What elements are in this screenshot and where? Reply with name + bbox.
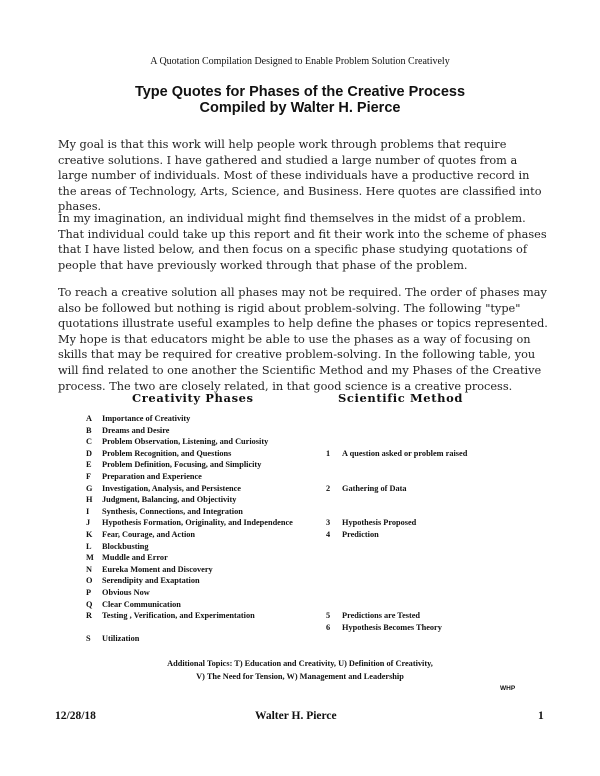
step-number: 6 — [326, 622, 331, 632]
phase-label: Preparation and Experience — [102, 471, 202, 481]
creativity-phase-list — [86, 414, 293, 646]
phase-row — [86, 518, 293, 530]
step-number: 2 — [326, 483, 331, 493]
additional-topics-line-2: V) The Need for Tension, W) Management and Leadership — [196, 672, 404, 681]
phase-row — [86, 426, 286, 438]
phase-letter: O — [86, 576, 93, 586]
phase-label: Importance of Creativity — [102, 414, 191, 423]
footer-date: 12/28/18 — [55, 710, 96, 722]
document-title: Type Quotes for Phases of the Creative Process — [134, 84, 466, 100]
phase-letter: C — [86, 437, 92, 447]
intro-paragraph-2: In my imagination, an individual might find themselves in the midst of a problem. That individual could take up this report and fit their work into the scheme of phases that I have listed below, and then focus on a specific phase studying quotations of people that have previously worked through that phase of the problem. — [58, 212, 547, 272]
phase-row — [86, 542, 286, 554]
phase-row — [86, 437, 286, 449]
step-label: Gathering of Data — [342, 483, 407, 493]
phase-label: Synthesis, Connections, and Integration — [102, 506, 243, 516]
phase-row — [86, 484, 286, 496]
phase-letter: Q — [86, 599, 93, 609]
phase-label: Serendipity and Exaptation — [102, 576, 200, 586]
phase-label: Problem Recognition, and Questions — [102, 448, 232, 458]
step-number: 3 — [326, 518, 331, 528]
scientific-method-heading: Scientific Method — [338, 391, 463, 405]
step-label: Predictions are Tested — [342, 611, 421, 621]
phase-row — [86, 600, 286, 612]
phase-letter: L — [86, 541, 92, 551]
phase-label: Utilization — [102, 634, 140, 644]
phase-label: Problem Definition, Focusing, and Simplicity — [102, 460, 262, 470]
phase-label: Dreams and Desire — [102, 425, 170, 435]
step-number: 4 — [326, 530, 331, 539]
phase-row — [86, 588, 286, 600]
phase-row — [86, 553, 286, 565]
phase-row — [86, 460, 286, 472]
additional-topics-line-1: Additional Topics: T) Education and Creativity, U) Definition of Creativity, — [167, 659, 433, 668]
phase-letter: R — [86, 611, 92, 621]
phase-row — [86, 565, 286, 577]
phase-row — [86, 634, 286, 646]
phase-label: Muddle and Error — [102, 553, 168, 563]
step-number: 5 — [326, 611, 331, 621]
step-label: A question asked or problem raised — [342, 448, 468, 458]
phase-letter: I — [86, 506, 90, 516]
footer-author: Walter H. Pierce — [255, 710, 337, 722]
phase-row — [86, 623, 286, 635]
phase-row — [86, 449, 286, 461]
phase-row — [86, 576, 286, 588]
phase-letter: G — [86, 483, 93, 493]
author-initials: WHP — [500, 685, 516, 692]
phase-label: Hypothesis Formation, Originality, and Independence — [102, 518, 293, 528]
phase-letter: D — [86, 448, 92, 458]
phase-letter: M — [86, 553, 94, 563]
phase-letter: J — [86, 518, 91, 528]
intro-paragraph-3: To reach a creative solution all phases may not be required. The order of phases may also be followed but nothing is rigid about problem-solving. The following "type" quotations illustrate useful examples to help define the phases or topics represented. My hope is that educators might be able to use the phases as a way of focusing on skills that may be required for creative problem-solving. In the following table, you will find related to one another the Scientific Method and my Phases of the Creative process. The two are closely related, in that good science is a creative process. — [58, 286, 548, 393]
phase-letter: P — [86, 587, 92, 597]
phase-label: Clear Communication — [102, 599, 181, 609]
phase-label: Problem Observation, Listening, and Curiosity — [102, 437, 269, 447]
document-author-line: Compiled by Walter H. Pierce — [199, 100, 401, 116]
creativity-phases-heading: Creativity Phases — [132, 391, 254, 405]
phase-row — [86, 495, 286, 507]
phase-row — [86, 472, 286, 484]
phase-letter: B — [86, 425, 92, 435]
phase-row — [86, 414, 286, 426]
phase-row — [86, 611, 286, 623]
step-number: 1 — [326, 448, 331, 458]
phase-letter: S — [86, 634, 91, 644]
page-number: 1 — [538, 710, 544, 722]
phase-label: Eureka Moment and Discovery — [102, 564, 213, 574]
step-label: Prediction — [342, 530, 379, 539]
phase-label: Blockbusting — [102, 541, 149, 551]
phase-label: Judgment, Balancing, and Objectivity — [102, 495, 237, 505]
step-label: Hypothesis Becomes Theory — [342, 622, 442, 632]
document-subtitle: A Quotation Compilation Designed to Enable Problem Solution Creatively — [150, 56, 450, 67]
phase-letter: K — [86, 529, 93, 539]
phase-letter: N — [86, 564, 92, 574]
step-label: Hypothesis Proposed — [342, 518, 417, 528]
phase-letter: E — [86, 460, 92, 470]
phase-row — [86, 507, 286, 519]
phase-label: Investigation, Analysis, and Persistence — [102, 483, 241, 493]
phase-label: Obvious Now — [102, 587, 150, 597]
phase-letter: A — [86, 414, 92, 423]
phase-row — [86, 530, 286, 542]
phase-letter: F — [86, 471, 92, 481]
phase-label: Fear, Courage, and Action — [102, 529, 196, 539]
phase-label: Testing , Verification, and Experimentation — [102, 611, 255, 621]
intro-paragraph-1: My goal is that this work will help people work through problems that require creative solutions. I have gathered and studied a large number of quotes from a large number of individuals. Most of these individuals have a productive record in the areas of Technology, Arts, Science, and Business. Here quotes are classified into phases. — [58, 138, 542, 214]
phase-letter: H — [86, 495, 93, 505]
